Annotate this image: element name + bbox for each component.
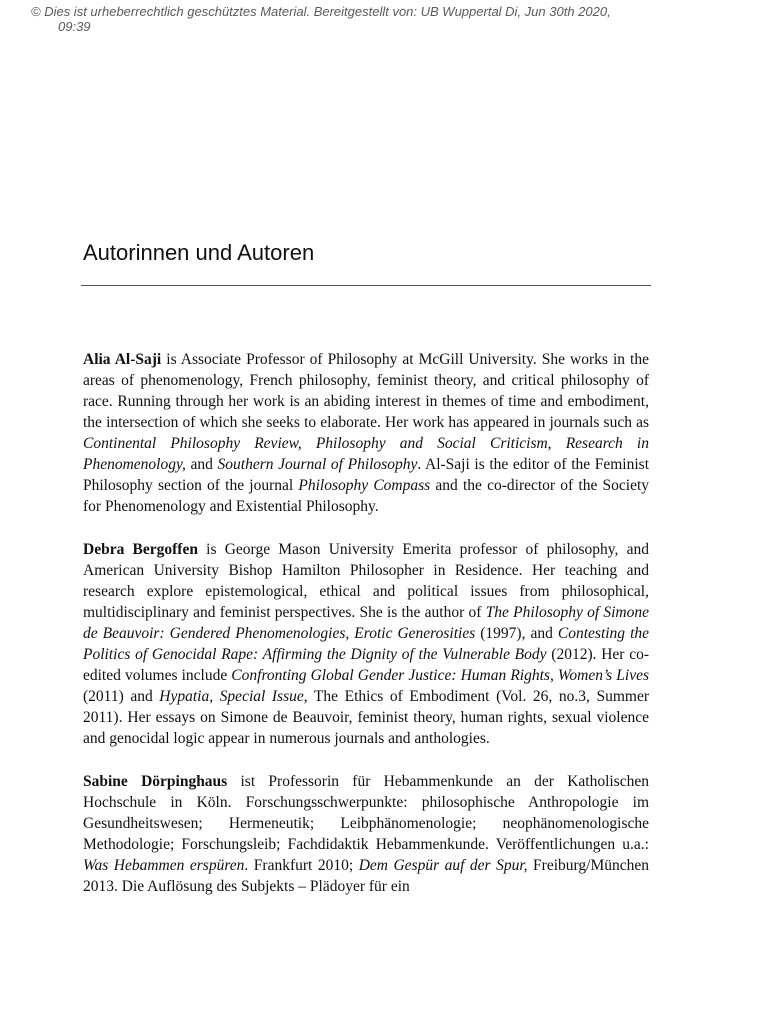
author-bio	[83, 539, 649, 749]
bio-text: (1997), and	[475, 625, 558, 642]
copyright-watermark	[31, 4, 731, 34]
author-name: Sabine Dörpinghaus	[83, 773, 228, 790]
author-bios	[83, 349, 649, 919]
bio-text: , The Ethics of Embodiment (Vol. 26, no.3, Summer 2011). Her essays on Simone de Beauvoir, feminist theory, human rights, sexual violence and genocidal logic appear in numerous journals and anthologies.	[83, 688, 649, 747]
bio-text: Freiburg/München 2013. Die Auflösung des Subjekts – Plädoyer für ein	[83, 857, 650, 895]
bio-text: is George Mason University Emerita professor of philosophy, and American University Bishop Hamilton Philosopher in Residence. Her teaching and research explore epistemological, ethical and political issues from philosophical, multidisciplinary and feminist perspectives. She is the author of	[83, 541, 650, 621]
bio-text: . Al-Saji is the editor of the Feminist Philosophy section of the journal	[83, 456, 649, 494]
work-title: Southern Journal of Philosophy	[217, 456, 418, 473]
title-divider	[81, 285, 651, 286]
work-title: Hypatia, Special Issue	[159, 688, 304, 705]
bio-text: and	[185, 456, 218, 473]
work-title: Confronting Global Gender Justice: Human Rights, Women’s Lives	[231, 667, 649, 684]
author-name: Alia Al-Saji	[83, 351, 162, 368]
work-title: Continental Philosophy Review, Philosophy and Social Criticism, Research in Phenomenology,	[83, 435, 649, 473]
watermark-line-1: © Dies ist urheberrechtlich geschütztes Material. Bereitgestellt von: UB Wuppertal Di, Jun 30th 2020,	[31, 4, 611, 19]
work-title: The Philosophy of Simone de Beauvoir: Gendered Phenomenologies, Erotic Generosities	[83, 604, 649, 642]
bio-text: is Associate Professor of Philosophy at McGill University. She works in the areas of phenomenology, French philosophy, feminist theory, and critical philosophy of race. Running through her work is an abiding interest in themes of time and embodiment, the intersection of which she seeks to elaborate. Her work has appeared in journals such as	[83, 351, 649, 431]
bio-text: (2012). Her co-edited volumes include	[83, 646, 649, 684]
page-title: Autorinnen und Autoren	[83, 240, 315, 265]
author-bio	[83, 771, 649, 897]
bio-text: and the co-director of the Society for Phenomenology and Existential Philosophy.	[83, 477, 650, 515]
bio-text: (2011) and	[83, 688, 160, 705]
author-name: Debra Bergoffen	[83, 541, 198, 558]
bio-text: ist Professorin für Hebammenkunde an der Katholischen Hochschule in Köln. Forschungsschwerpunkte: philosophische Anthropologie im Gesundheitswesen; Hermeneutik; Leibphänomenologie; neophänomenologische Methodologie; Forschungsleib; Fachdidaktik Hebammenkunde. Veröffentlichungen u.a.:	[83, 773, 649, 853]
work-title: Contesting the Politics of Genocidal Rape: Affirming the Dignity of the Vulnerable Body	[83, 625, 650, 663]
bio-text: . Frankfurt 2010;	[244, 857, 359, 874]
work-title: Dem Gespür auf der Spur,	[358, 857, 528, 874]
author-bio	[83, 349, 649, 517]
work-title: Philosophy Compass	[298, 477, 431, 494]
work-title: Was Hebammen erspüren	[83, 857, 245, 874]
watermark-line-2: 09:39	[58, 19, 91, 34]
